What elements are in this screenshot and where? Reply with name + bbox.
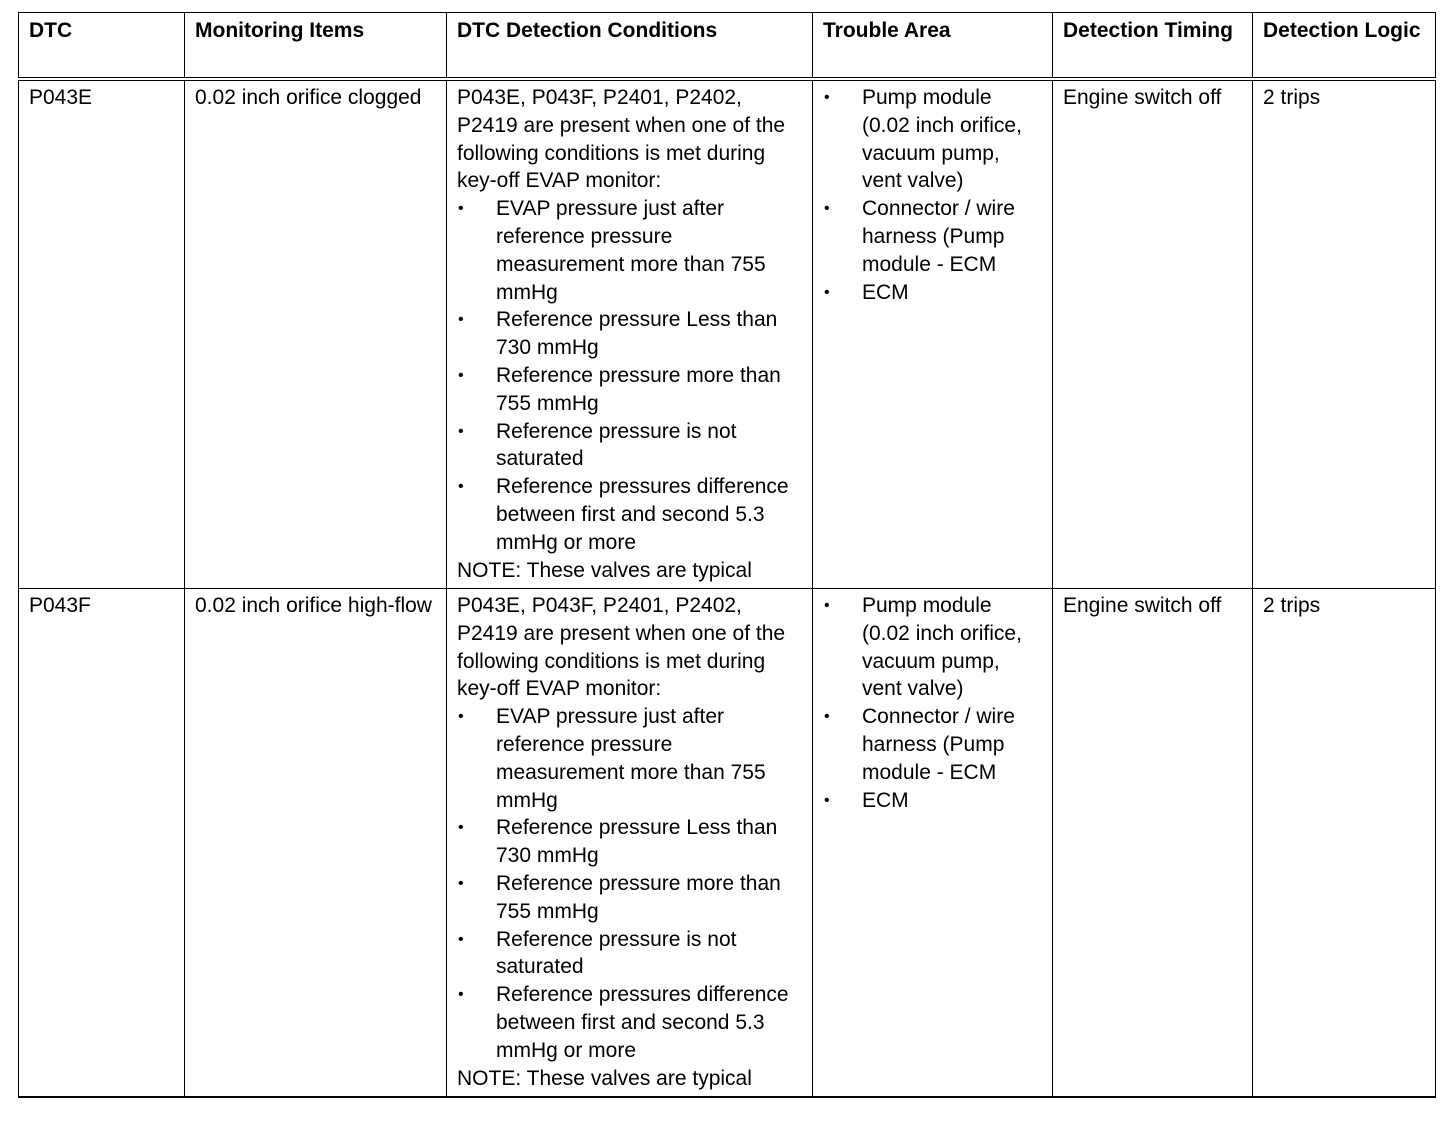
list-item: • EVAP pressure just after reference pressure measurement more than 755 mmHg	[458, 197, 766, 304]
bullet-icon: •	[824, 597, 830, 614]
conditions-note: NOTE: These valves are typical	[457, 558, 752, 582]
conditions-intro: P043E, P043F, P2401, P2402, P2419 are present when one of the following conditions is met during key-off EVAP monitor:	[457, 86, 786, 193]
bullet-icon: •	[458, 708, 464, 726]
list-item: • Reference pressure is not saturated	[458, 927, 737, 979]
bullet-icon: •	[824, 89, 830, 106]
bullet-icon: •	[458, 874, 464, 892]
bullet-icon: •	[458, 819, 464, 837]
detection-conditions	[447, 589, 813, 1098]
detection-logic: 2 trips	[1253, 589, 1436, 1098]
list-item: • ECM	[823, 787, 1044, 815]
trouble-area-list	[823, 592, 1044, 814]
list-item: • Reference pressures difference between first and second 5.3 mmHg or more	[458, 475, 789, 554]
list-item: • Connector / wire harness (Pump module - ECM	[824, 197, 1015, 276]
trouble-area	[813, 79, 1053, 589]
detection-timing: Engine switch off	[1053, 589, 1253, 1098]
dtc-code: P043F	[19, 589, 185, 1098]
dtc-code: P043E	[19, 79, 185, 589]
bullet-icon: •	[824, 791, 830, 809]
detection-conditions	[447, 79, 813, 589]
header-detection-timing: Detection Timing	[1053, 13, 1253, 80]
conditions-note: NOTE: These valves are typical	[457, 1066, 752, 1090]
list-item: • Reference pressure Less than 730 mmHg	[458, 308, 778, 360]
bullet-icon: •	[824, 708, 830, 726]
bullet-icon: •	[824, 283, 830, 301]
header-dtc: DTC	[19, 13, 185, 80]
bullet-icon: •	[458, 930, 464, 948]
list-item: • Pump module (0.02 inch orifice, vacuum pump, vent valve)	[824, 86, 1022, 193]
trouble-area	[813, 589, 1053, 1098]
list-item: • Connector / wire harness (Pump module - ECM	[824, 705, 1015, 784]
table-row	[19, 589, 1436, 1098]
bullet-icon: •	[458, 366, 464, 384]
header-trouble-area: Trouble Area	[813, 13, 1053, 80]
monitoring-item: 0.02 inch orifice high-flow	[185, 589, 447, 1098]
bullet-icon: •	[458, 311, 464, 329]
bullet-icon: •	[458, 200, 464, 218]
bullet-icon: •	[458, 422, 464, 440]
list-item: • Reference pressure more than 755 mmHg	[458, 363, 781, 415]
table-header-row	[19, 13, 1436, 80]
monitoring-item: 0.02 inch orifice clogged	[185, 79, 447, 589]
list-item: • Reference pressures difference between first and second 5.3 mmHg or more	[458, 983, 789, 1062]
detection-logic: 2 trips	[1253, 79, 1436, 589]
header-detection-conditions: DTC Detection Conditions	[447, 13, 813, 80]
table-row	[19, 79, 1436, 589]
list-item: • Pump module (0.02 inch orifice, vacuum pump, vent valve)	[824, 594, 1022, 701]
dtc-table	[18, 12, 1436, 1098]
header-detection-logic: Detection Logic	[1253, 13, 1436, 80]
bullet-icon: •	[458, 478, 464, 496]
bullet-icon: •	[458, 986, 464, 1004]
conditions-list	[457, 195, 804, 556]
list-item: • Reference pressure Less than 730 mmHg	[458, 816, 778, 868]
list-item: • EVAP pressure just after reference pressure measurement more than 755 mmHg	[458, 705, 766, 812]
conditions-intro: P043E, P043F, P2401, P2402, P2419 are present when one of the following conditions is met during key-off EVAP monitor:	[457, 594, 786, 701]
conditions-list	[457, 703, 804, 1064]
list-item: • Reference pressure more than 755 mmHg	[458, 871, 781, 923]
header-monitoring-items: Monitoring Items	[185, 13, 447, 80]
bullet-icon: •	[824, 200, 830, 218]
trouble-area-list	[823, 84, 1044, 306]
list-item: • ECM	[823, 279, 1044, 307]
detection-timing: Engine switch off	[1053, 79, 1253, 589]
list-item: • Reference pressure is not saturated	[458, 419, 737, 471]
